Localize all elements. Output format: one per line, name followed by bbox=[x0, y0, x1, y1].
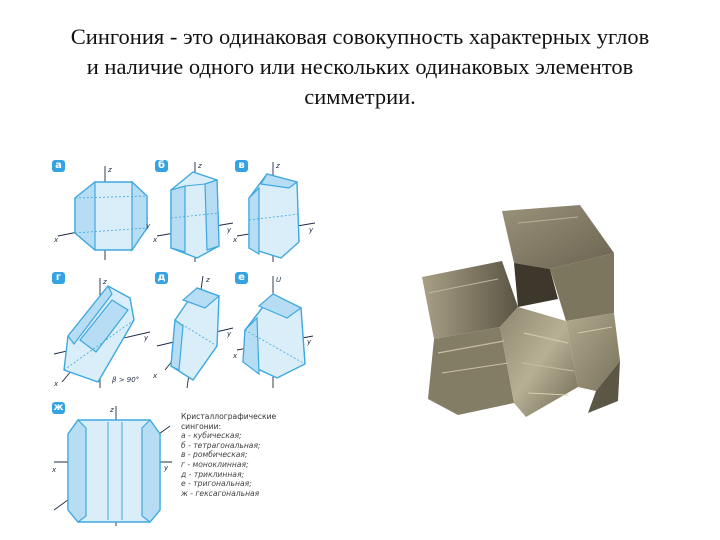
tetragonal-crystal-drawing bbox=[153, 158, 233, 263]
svg-text:x: x bbox=[233, 236, 238, 244]
legend-item: ж - гексагональная bbox=[181, 488, 260, 498]
svg-text:z: z bbox=[110, 406, 114, 414]
legend-item: е - тригональная; bbox=[181, 479, 252, 489]
diagram-hexagonal bbox=[50, 400, 175, 528]
svg-text:y: y bbox=[144, 334, 149, 342]
legend-item: д - триклинная; bbox=[181, 469, 245, 479]
title-line-1: Сингония - это одинаковая совокупность характерных углов bbox=[70, 24, 650, 49]
diagram-trigonal bbox=[233, 270, 315, 390]
svg-text:y: y bbox=[164, 464, 169, 472]
svg-text:y: y bbox=[309, 226, 314, 234]
svg-text:U: U bbox=[276, 276, 282, 284]
svg-text:z: z bbox=[206, 276, 210, 284]
diagram-monoclinic bbox=[50, 270, 152, 390]
cubic-crystal-drawing bbox=[50, 158, 150, 263]
legend-item: в - ромбическая; bbox=[181, 450, 248, 460]
svg-text:y: y bbox=[146, 222, 151, 230]
svg-text:x: x bbox=[54, 236, 59, 244]
diagram-cubic bbox=[50, 158, 150, 263]
orthorhombic-crystal-drawing bbox=[233, 158, 315, 263]
legend-item: б - тетрагональная; bbox=[181, 440, 261, 450]
diagram-triclinic bbox=[153, 270, 233, 390]
legend-item: г - моноклинная; bbox=[181, 459, 249, 469]
cell-letter-v: в bbox=[235, 160, 248, 172]
diagram-tetragonal bbox=[153, 158, 233, 263]
title-line-3: симметрии. bbox=[304, 84, 416, 109]
cell-letter-g: г bbox=[52, 272, 65, 284]
diagram-orthorhombic bbox=[233, 158, 315, 263]
svg-text:x: x bbox=[52, 466, 57, 474]
legend-subtitle: сингонии: bbox=[181, 421, 222, 431]
svg-text:x: x bbox=[153, 372, 158, 380]
cell-letter-d: д bbox=[155, 272, 168, 284]
legend-title: Кристаллографические bbox=[181, 412, 277, 421]
svg-text:z: z bbox=[103, 278, 107, 286]
cell-letter-e: е bbox=[235, 272, 248, 284]
monoclinic-crystal-drawing bbox=[50, 270, 152, 390]
svg-text:z: z bbox=[198, 162, 202, 170]
svg-text:z: z bbox=[276, 162, 280, 170]
trigonal-crystal-drawing bbox=[233, 270, 315, 390]
legend-item: а - кубическая; bbox=[181, 431, 242, 441]
angle-note: β > 90° bbox=[112, 376, 140, 384]
cell-letter-b: б bbox=[155, 160, 168, 172]
pyrite-crystal-photo bbox=[418, 203, 622, 419]
svg-text:x: x bbox=[54, 380, 59, 388]
slide-title bbox=[40, 22, 680, 112]
triclinic-crystal-drawing bbox=[153, 270, 233, 390]
title-line-2: и наличие одного или нескольких одинаковых элементов bbox=[86, 54, 634, 79]
svg-text:y: y bbox=[227, 226, 232, 234]
crystal-systems-legend bbox=[181, 412, 316, 498]
cell-letter-a: а bbox=[52, 160, 65, 172]
cell-letter-zh: ж bbox=[53, 402, 64, 413]
svg-text:y: y bbox=[307, 338, 312, 346]
svg-text:z: z bbox=[108, 166, 112, 174]
hexagonal-crystal-drawing bbox=[50, 400, 175, 528]
svg-text:x: x bbox=[153, 236, 158, 244]
svg-text:y: y bbox=[227, 330, 232, 338]
pyrite-crystal-image bbox=[418, 203, 622, 419]
svg-text:x: x bbox=[233, 352, 238, 360]
